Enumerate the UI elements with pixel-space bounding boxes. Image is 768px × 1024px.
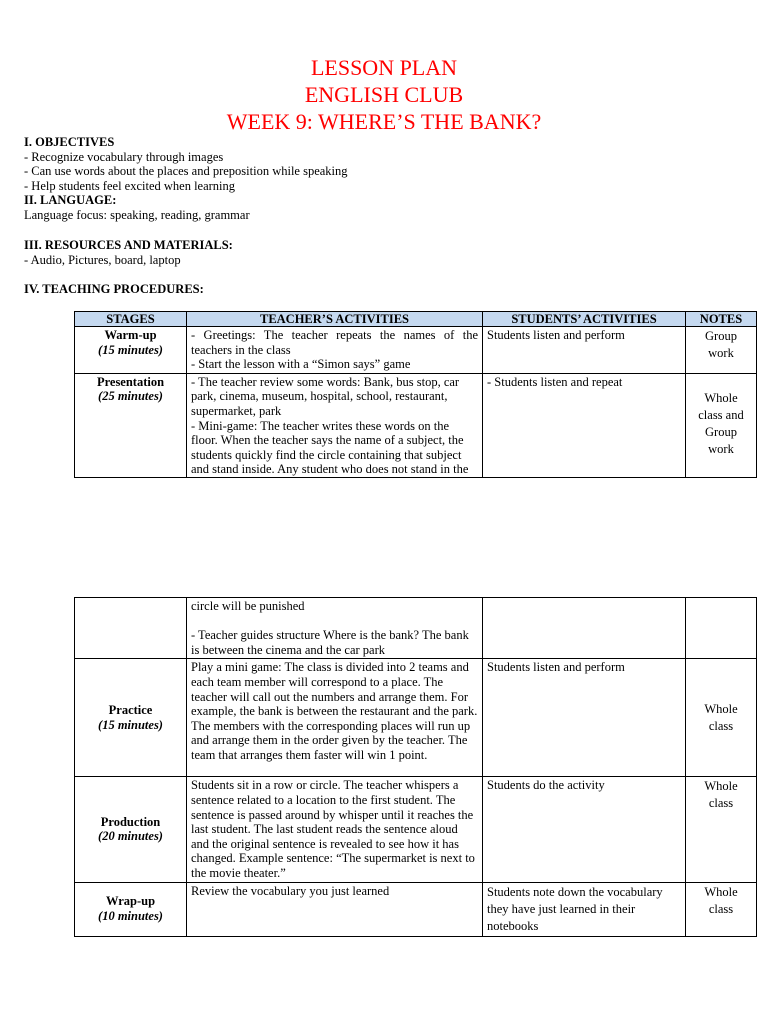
teacher-activity-text: - Teacher guides structure Where is the bank? The bank is between the cinema and the car park: [191, 628, 469, 657]
teacher-activity-text: - The teacher review some words: Bank, bus stop, car park, cinema, museum, hospital, school, restaurant, supermarket, park: [191, 374, 460, 418]
stage-cell: [75, 598, 187, 659]
notes-cell: [686, 327, 757, 374]
teacher-activity-text: - Start the lesson with a “Simon says” game: [191, 357, 411, 372]
stage-name: Wrap-up: [105, 894, 156, 909]
notes-cell: [686, 373, 757, 477]
stage-duration: (15 minutes): [98, 342, 163, 357]
header-teacher-activities: TEACHER’S ACTIVITIES: [187, 312, 483, 327]
stage-cell: [75, 777, 187, 882]
students-activity-cell: - Students listen and repeat: [483, 373, 686, 477]
stage-name: Practice: [108, 703, 153, 718]
students-activity-cell: Students listen and perform: [483, 327, 686, 374]
resources-heading: III. RESOURCES AND MATERIALS:: [24, 238, 233, 252]
title-line-1: LESSON PLAN: [310, 55, 458, 80]
objective-item: - Recognize vocabulary through images: [24, 149, 224, 164]
stage-duration: (20 minutes): [98, 829, 163, 844]
notes-text: class: [708, 796, 734, 811]
title-line-2: ENGLISH CLUB: [304, 82, 464, 107]
title-line-3: WEEK 9: WHERE’S THE BANK?: [226, 109, 542, 134]
stage-name: Presentation: [96, 374, 165, 389]
teacher-activity-cell: Students sit in a row or circle. The teacher whispers a sentence related to a location to the first student. The sentence is passed around by whisper until it reaches the last student. The last student reads the sentence aloud and the original sentence is revealed to see how it has changed. Example sentence: “The supermarket is next to the movie theater.”: [187, 777, 483, 882]
stage-name: Warm-up: [104, 328, 157, 342]
language-heading: II. LANGUAGE:: [24, 193, 117, 208]
procedures-table-part-1: [74, 311, 757, 478]
resources-section: [24, 238, 233, 267]
teacher-activity-cell: [187, 598, 483, 659]
students-activity-cell: Students do the activity: [483, 777, 686, 882]
language-text: Language focus: speaking, reading, grammar: [24, 207, 250, 222]
procedures-heading: IV. TEACHING PROCEDURES:: [24, 282, 204, 296]
table-row-warmup: [75, 327, 757, 374]
teacher-activity-cell: [187, 373, 483, 477]
table-row-continuation: [75, 598, 757, 659]
header-notes: NOTES: [686, 312, 757, 327]
teacher-activity-cell: [187, 327, 483, 374]
teacher-activity-cell: Review the vocabulary you just learned: [187, 882, 483, 936]
students-activity-cell: Students note down the vocabulary they have just learned in their notebooks: [483, 882, 686, 936]
table-row-presentation: [75, 373, 757, 477]
teacher-activity-cell: Play a mini game: The class is divided into 2 teams and each team member will correspond to a place. The teacher will call out the numbers and arrange them. For example, the bank is between the restaurant and the park. The members with the corresponding places will run up and arrange them in the order given by the teacher. The team that arranges them faster will win 1 point.: [187, 659, 483, 777]
objectives-section: [24, 135, 348, 223]
resources-text: - Audio, Pictures, board, laptop: [24, 252, 181, 267]
notes-text: Whole: [704, 884, 738, 899]
stage-name: Production: [100, 814, 161, 829]
notes-text: class and: [698, 407, 744, 422]
teacher-activity-text: - Mini-game: The teacher writes these words on the floor. When the teacher says the name of a subject, the students quickly find the circle containing that subject and stand inside. Any student who does not stand in the: [191, 418, 469, 477]
table-header-row: [75, 312, 757, 327]
stage-cell: [75, 659, 187, 777]
stage-duration: (10 minutes): [98, 909, 163, 924]
table-row-practice: [75, 659, 757, 777]
teacher-activity-text: - Greetings: The teacher repeats the names of the teachers in the class: [191, 328, 478, 357]
notes-text: Whole: [704, 701, 738, 716]
stage-duration: (25 minutes): [98, 389, 163, 404]
objective-item: - Help students feel excited when learning: [24, 178, 236, 193]
notes-text: class: [708, 901, 734, 916]
students-activity-cell: [483, 598, 686, 659]
teacher-activity-text: circle will be punished: [191, 599, 305, 613]
header-stages: STAGES: [75, 312, 187, 327]
notes-text: Group: [705, 424, 737, 439]
objectives-heading: I. OBJECTIVES: [24, 135, 115, 149]
table-row-production: [75, 777, 757, 882]
header-students-activities: STUDENTS’ ACTIVITIES: [483, 312, 686, 327]
students-activity-cell: Students listen and perform: [483, 659, 686, 777]
objective-item: - Can use words about the places and preposition while speaking: [24, 164, 348, 179]
notes-cell: [686, 659, 757, 777]
stage-cell: [75, 327, 187, 374]
notes-text: Group: [705, 329, 737, 343]
table-row-wrapup: [75, 882, 757, 936]
stage-cell: [75, 373, 187, 477]
notes-cell: [686, 882, 757, 936]
stage-duration: (15 minutes): [98, 717, 163, 732]
notes-text: Whole: [704, 390, 738, 405]
notes-text: Whole: [704, 779, 738, 794]
notes-cell: [686, 777, 757, 882]
procedures-table-part-2: [74, 597, 757, 937]
stage-cell: [75, 882, 187, 936]
notes-text: work: [708, 346, 734, 360]
notes-text: work: [708, 441, 734, 456]
notes-cell: [686, 598, 757, 659]
notes-text: class: [708, 718, 734, 733]
